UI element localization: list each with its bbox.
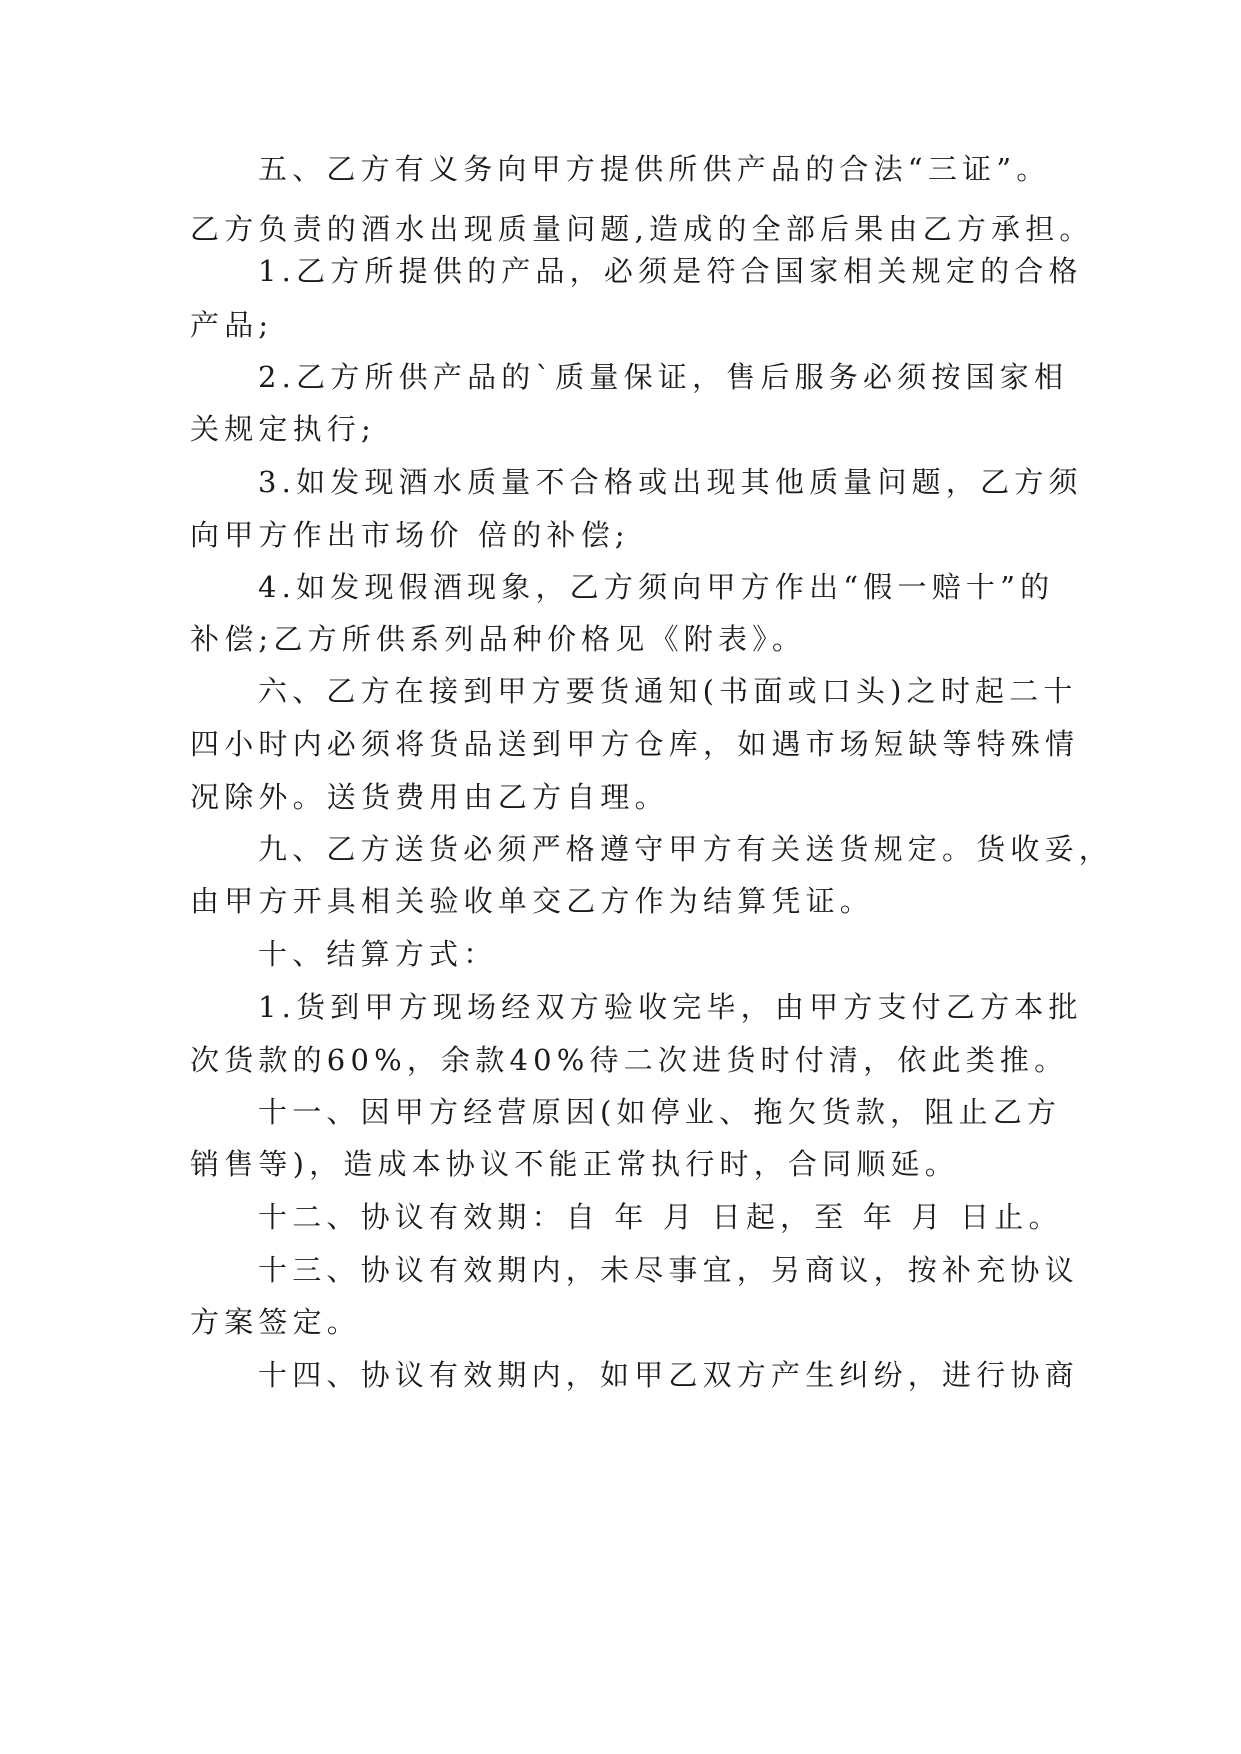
clause-5-item-1: 1.乙方所提供的产品，必须是符合国家相关规定的合格 [258, 254, 1083, 288]
clause-10-item-1-cont: 次货款的60%，余款40%待二次进货时付清，依此类推。 [190, 1043, 1069, 1077]
clause-5-item-4: 4.如发现假酒现象，乙方须向甲方作出“假一赔十”的 [258, 570, 1055, 604]
clause-13-heading: 十三、协议有效期内，未尽事宜，另商议，按补充协议 [258, 1253, 1079, 1287]
clause-6-heading: 六、乙方在接到甲方要货通知(书面或口头)之时起二十 [258, 674, 1078, 708]
clause-10-item-1: 1.货到甲方现场经双方验收完毕，由甲方支付乙方本批 [258, 990, 1083, 1024]
clause-5-item-4-cont: 补偿;乙方所供系列品种价格见《附表》。 [190, 622, 807, 656]
clause-12-heading: 十二、协议有效期：自 年 月 日起，至 年 月 日止。 [258, 1200, 1063, 1234]
clause-11-text: 销售等)，造成本协议不能正常执行时，合同顺延。 [190, 1147, 959, 1181]
clause-9-heading: 九、乙方送货必须严格遵守甲方有关送货规定。货收妥， [258, 832, 1114, 866]
clause-9-text: 由甲方开具相关验收单交乙方作为结算凭证。 [190, 884, 875, 918]
clause-13-text: 方案签定。 [190, 1305, 362, 1339]
clause-5-item-3: 3.如发现酒水质量不合格或出现其他质量问题，乙方须 [258, 465, 1083, 499]
clause-14-heading: 十四、协议有效期内，如甲乙双方产生纠纷，进行协商 [258, 1358, 1079, 1392]
clause-10-heading: 十、结算方式： [258, 937, 498, 971]
clause-6-text-1: 四小时内必须将货品送到甲方仓库，如遇市场短缺等特殊情 [190, 727, 1080, 761]
clause-5-item-2-cont: 关规定执行; [190, 412, 376, 446]
clause-11-heading: 十一、因甲方经营原因(如停业、拖欠货款，阻止乙方 [258, 1095, 1062, 1129]
clause-5-text: 乙方负责的酒水出现质量问题,造成的全部后果由乙方承担。 [190, 212, 1094, 246]
clause-6-text-2: 况除外。送货费用由乙方自理。 [190, 780, 669, 814]
clause-5-item-1-cont: 产品; [190, 308, 274, 342]
clause-5-heading: 五、乙方有义务向甲方提供所供产品的合法“三证”。 [258, 152, 1051, 186]
clause-5-item-2: 2.乙方所供产品的`质量保证，售后服务必须按国家相 [258, 360, 1069, 394]
clause-5-item-3-cont: 向甲方作出市场价 倍的补偿; [190, 518, 630, 552]
